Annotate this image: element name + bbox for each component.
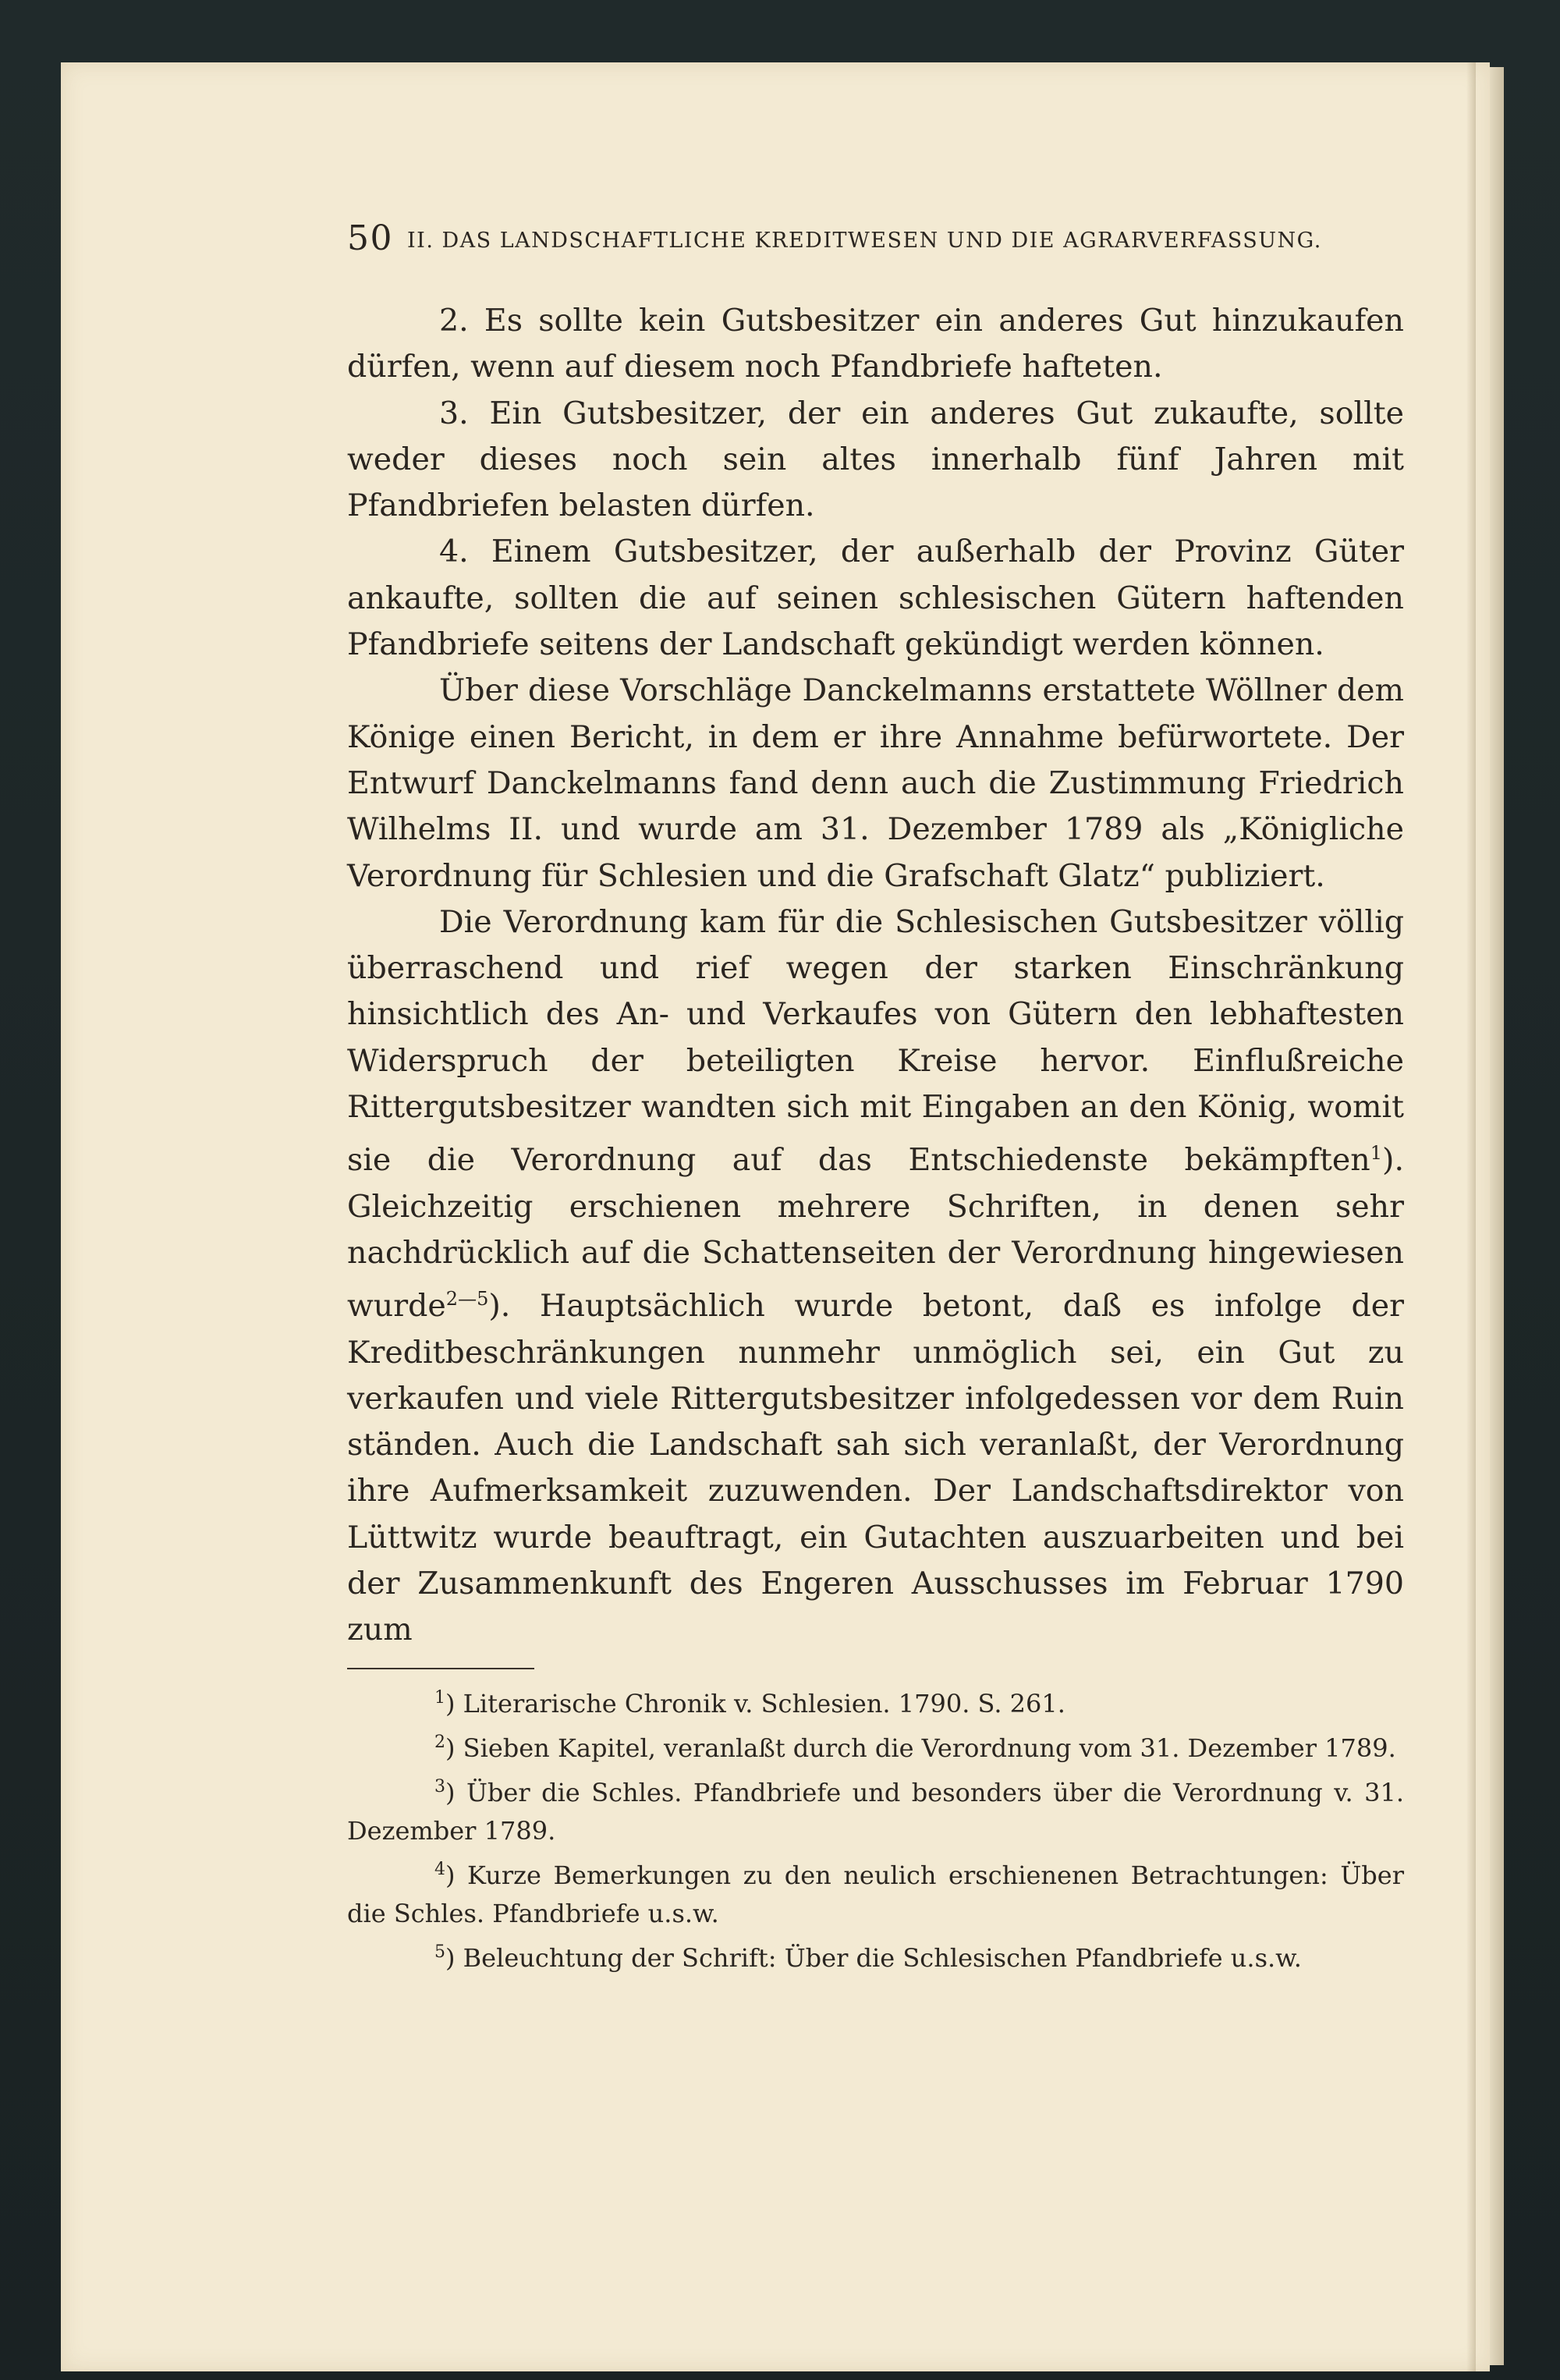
footnote: [347, 1679, 1404, 1723]
footnote: [347, 1933, 1404, 1977]
body-text: [347, 298, 1404, 1654]
footnotes: [347, 1679, 1404, 1977]
footnote-mark: 3: [434, 1776, 445, 1797]
paragraph-text: ). Gleichzeitig erschienen mehrere Schriften, in denen sehr nachdrücklich auf die Schattenseiten der Verordnung hingewiesen wurde: [347, 1142, 1404, 1325]
paragraph-verordnung: [347, 899, 1404, 1654]
footnote: [347, 1723, 1404, 1768]
footnote-text: ) Beleuchtung der Schrift: Über die Schlesischen Pfandbriefe u.s.w.: [445, 1942, 1302, 1973]
page-number: 50: [347, 218, 393, 258]
paragraph-text: Die Verordnung kam für die Schlesischen Gutsbesitzer völlig überraschend und rief wegen der starken Einschränkung hinsichtlich des An- und Verkaufes von Gütern den lebhaftesten Widerspruch der beteiligten Kreise hervor. Einflußreiche Rittergutsbesitzer wandten sich mit Eingaben an den König, womit sie die Verordnung auf das Entschiedenste bekämpften: [347, 903, 1404, 1179]
footnote-text: ) Literarische Chronik v. Schlesien. 1790. S. 261.: [445, 1688, 1065, 1718]
footnote-divider: [347, 1668, 534, 1669]
footnote: [347, 1850, 1404, 1933]
footnote-text: ) Sieben Kapitel, veranlaßt durch die Verordnung vom 31. Dezember 1789.: [445, 1733, 1396, 1763]
paragraph-item-2: 2. Es sollte kein Gutsbesitzer ein anderes Gut hinzukaufen dürfen, wenn auf diesem noch Pfandbriefe hafteten.: [347, 303, 1404, 385]
page-content: [347, 218, 1404, 1977]
footnote-mark: 5: [434, 1942, 445, 1962]
running-title: II. DAS LANDSCHAFTLICHE KREDITWESEN UND DIE AGRARVERFASSUNG.: [407, 229, 1322, 253]
running-header: [347, 218, 1404, 265]
page-gutter-shadow: [1466, 62, 1476, 2371]
footnote-ref: 2—5: [445, 1288, 489, 1311]
footnote-text: ) Kurze Bemerkungen zu den neulich erschienenen Betrachtungen: Über die Schles. Pfandbriefe u.s.w.: [347, 1860, 1404, 1928]
footnote-mark: 1: [434, 1687, 445, 1708]
footnote-text: ) Über die Schles. Pfandbriefe und besonders über die Verordnung v. 31. Dezember 1789.: [347, 1777, 1404, 1846]
paragraph-item-4: 4. Einem Gutsbesitzer, der außerhalb der Provinz Güter ankaufte, sollten die auf seinen schlesischen Gütern haftenden Pfandbriefe seitens der Landschaft gekündigt werden können.: [347, 534, 1404, 663]
footnote: [347, 1768, 1404, 1850]
footnote-mark: 2: [434, 1732, 445, 1752]
footnote-ref: 1: [1370, 1142, 1383, 1165]
footnote-mark: 4: [434, 1859, 445, 1879]
paragraph-danckelmann: Über diese Vorschläge Danckelmanns erstattete Wöllner dem Könige einen Bericht, in dem er ihre Annahme befürwortete. Der Entwurf Danckelmanns fand denn auch die Zustimmung Friedrich Wilhelms II. und wurde am 31. Dezember 1789 als „Königliche Verordnung für Schlesien und die Grafschaft Glatz“ publiziert.: [347, 672, 1404, 894]
paragraph-item-3: 3. Ein Gutsbesitzer, der ein anderes Gut zukaufte, sollte weder dieses noch sein altes innerhalb fünf Jahren mit Pfandbriefen belasten dürfen.: [347, 395, 1404, 524]
paragraph-text: ). Hauptsächlich wurde betont, daß es infolge der Kreditbeschränkungen nunmehr unmöglich sei, ein Gut zu verkaufen und viele Rittergutsbesitzer infolgedessen vor dem Ruin ständen. Auch die Landschaft sah sich veranlaßt, der Verordnung ihre Aufmerksamkeit zuzuwenden. Der Landschaftsdirektor von Lüttwitz wurde beauftragt, ein Gutachten auszuarbeiten und bei der Zusammenkunft des Engeren Ausschusses im Februar 1790 zum: [347, 1288, 1404, 1648]
